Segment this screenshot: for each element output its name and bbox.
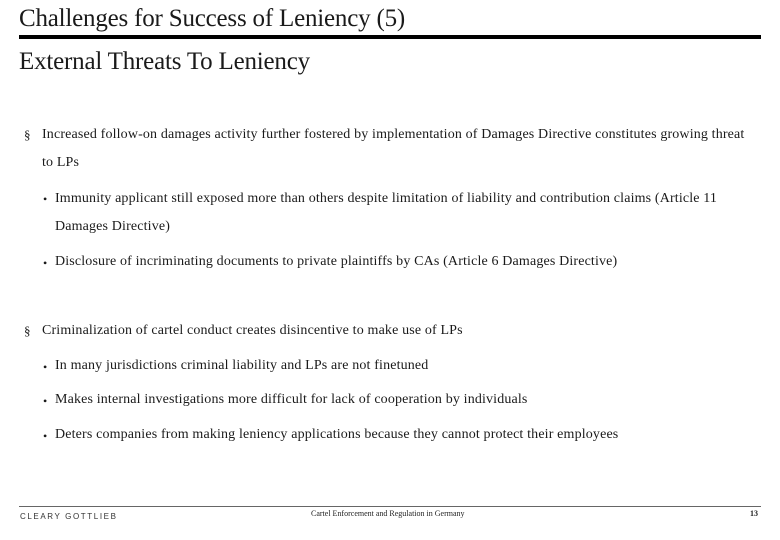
sub-bullet-text: Immunity applicant still exposed more than others despite limitation of liability and contribution claims (Article 11 Damages Directive) [55,191,718,234]
bullet-text: Criminalization of cartel conduct creates disincentive to make use of LPs [42,323,463,338]
sub-bullet-icon: • [43,394,48,408]
sub-bullet-icon: • [43,256,48,270]
title-divider [19,35,761,39]
footer-divider [19,506,761,507]
slide-subtitle: External Threats To Leniency [19,48,310,75]
section-bullet-icon: § [24,323,31,338]
sub-bullet-text: Deters companies from making leniency applications because they cannot protect their employees [55,427,619,442]
bullet-text: Increased follow-on damages activity further fostered by implementation of Damages Directive constitutes growing threat to LPs [42,127,745,170]
sub-bullet-icon: • [43,360,48,374]
section-bullet-icon: § [24,127,31,142]
sub-bullet-text: In many jurisdictions criminal liability and LPs are not finetuned [55,358,429,373]
sub-bullet-icon: • [43,429,48,443]
page-number: 13 [750,509,758,518]
slide-title: Challenges for Success of Leniency (5) [19,5,406,32]
sub-bullet-text: Makes internal investigations more difficult for lack of cooperation by individuals [55,392,528,407]
sub-bullet-text: Disclosure of incriminating documents to private plaintiffs by CAs (Article 6 Damages Directive) [55,254,618,269]
footer-caption: Cartel Enforcement and Regulation in Germany [311,509,465,518]
sub-bullet-icon: • [43,192,48,206]
company-logo: CLEARY GOTTLIEB [20,512,118,521]
